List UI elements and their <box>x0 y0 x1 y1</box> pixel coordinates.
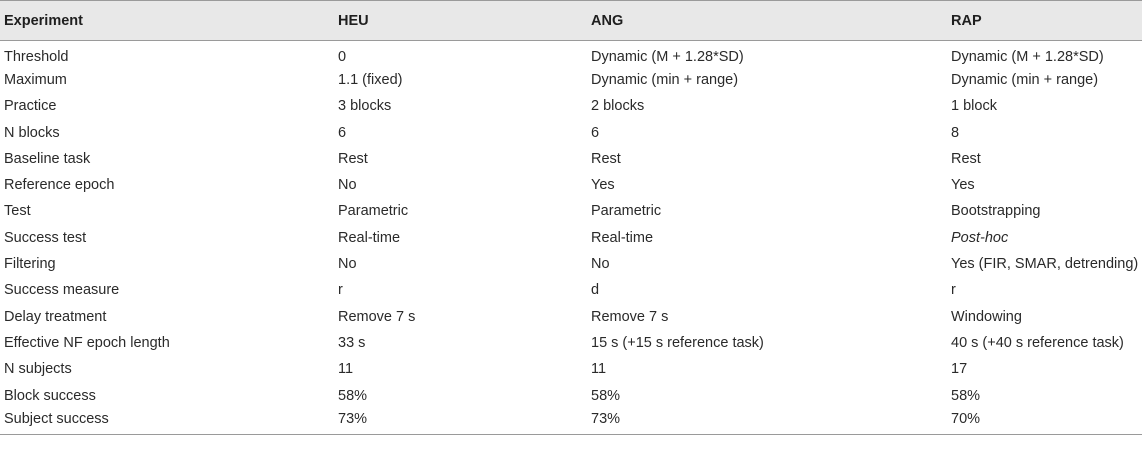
cell-ang: Dynamic (M + 1.28*SD) <box>591 48 744 65</box>
cell-rap: Post-hoc <box>951 229 1009 246</box>
cell-ang: Real-time <box>591 229 654 246</box>
cell-rap: 8 <box>951 124 960 141</box>
cell-rap: Rest <box>951 150 981 167</box>
cell-ang: Parametric <box>591 203 662 220</box>
cell-ang: Remove 7 s <box>591 308 669 325</box>
cell-heu: 73% <box>334 409 587 435</box>
row-label: Threshold <box>4 48 69 65</box>
header-row <box>0 1 1142 41</box>
cell-ang: Yes <box>591 177 615 194</box>
table-row <box>0 93 1142 119</box>
cell-heu: 33 s <box>338 334 366 351</box>
cell-ang: 6 <box>591 124 600 141</box>
cell-ang: d <box>591 282 600 299</box>
cell-ang: 11 <box>591 361 607 378</box>
cell-rap: Bootstrapping <box>951 203 1041 220</box>
cell-heu: 58% <box>338 387 368 404</box>
cell-rap: 70% <box>947 409 1142 435</box>
cell-rap: 1 block <box>951 98 997 115</box>
cell-rap: 17 <box>951 361 968 378</box>
cell-ang: 2 blocks <box>591 98 645 115</box>
row-label: Block success <box>4 387 96 404</box>
row-label: Baseline task <box>4 150 91 167</box>
table-row <box>0 172 1142 198</box>
row-label: Maximum <box>4 71 67 88</box>
header-rap: RAP <box>947 1 1142 41</box>
cell-heu: Real-time <box>338 229 401 246</box>
row-label: Filtering <box>4 256 56 273</box>
table-row <box>0 409 1142 435</box>
cell-heu: 6 <box>338 124 347 141</box>
cell-rap: 58% <box>951 387 981 404</box>
cell-rap: Yes <box>951 177 975 194</box>
table-row <box>0 330 1142 356</box>
cell-heu: 0 <box>338 48 347 65</box>
table-row <box>0 382 1142 408</box>
row-label: Success measure <box>4 282 120 299</box>
cell-heu: No <box>338 256 357 273</box>
table-row <box>0 146 1142 172</box>
table-row <box>0 356 1142 382</box>
header-ang: ANG <box>587 1 947 41</box>
cell-rap: Dynamic (M + 1.28*SD) <box>951 48 1104 65</box>
header-experiment: Experiment <box>0 1 334 41</box>
cell-heu: No <box>338 177 357 194</box>
row-label: Test <box>4 203 31 220</box>
cell-heu: Remove 7 s <box>338 308 416 325</box>
table-row <box>0 303 1142 329</box>
row-label: Practice <box>4 98 57 115</box>
table-row <box>0 251 1142 277</box>
table-row <box>0 277 1142 303</box>
cell-ang: 58% <box>591 387 621 404</box>
cell-ang: 73% <box>587 409 947 435</box>
cell-heu: r <box>338 282 343 299</box>
table-row <box>0 67 1142 93</box>
cell-heu: 11 <box>338 361 354 378</box>
header-heu: HEU <box>334 1 587 41</box>
table-row <box>0 225 1142 251</box>
table-row <box>0 119 1142 145</box>
cell-ang: 15 s (+15 s reference task) <box>591 334 764 351</box>
table-body <box>0 41 1142 435</box>
row-label: Delay treatment <box>4 308 107 325</box>
cell-rap: Dynamic (min + range) <box>951 71 1099 88</box>
row-label: Reference epoch <box>4 177 115 194</box>
cell-ang: Rest <box>591 150 621 167</box>
cell-heu: Parametric <box>338 203 409 220</box>
table-header <box>0 1 1142 41</box>
cell-ang: No <box>591 256 610 273</box>
table-row <box>0 41 1142 67</box>
row-label: Subject success <box>0 409 334 435</box>
cell-heu: Rest <box>338 150 368 167</box>
cell-rap: Windowing <box>951 308 1022 325</box>
cell-rap: 40 s (+40 s reference task) <box>951 334 1124 351</box>
table-row <box>0 198 1142 224</box>
cell-rap: Yes (FIR, SMAR, detrending) <box>951 256 1139 273</box>
cell-heu: 1.1 (fixed) <box>338 71 403 88</box>
row-label: N subjects <box>4 361 72 378</box>
row-label: Success test <box>4 229 87 246</box>
cell-heu: 3 blocks <box>338 98 392 115</box>
cell-rap: r <box>951 282 956 299</box>
cell-ang: Dynamic (min + range) <box>591 71 739 88</box>
row-label: Effective NF epoch length <box>4 334 170 351</box>
row-label: N blocks <box>4 124 60 141</box>
